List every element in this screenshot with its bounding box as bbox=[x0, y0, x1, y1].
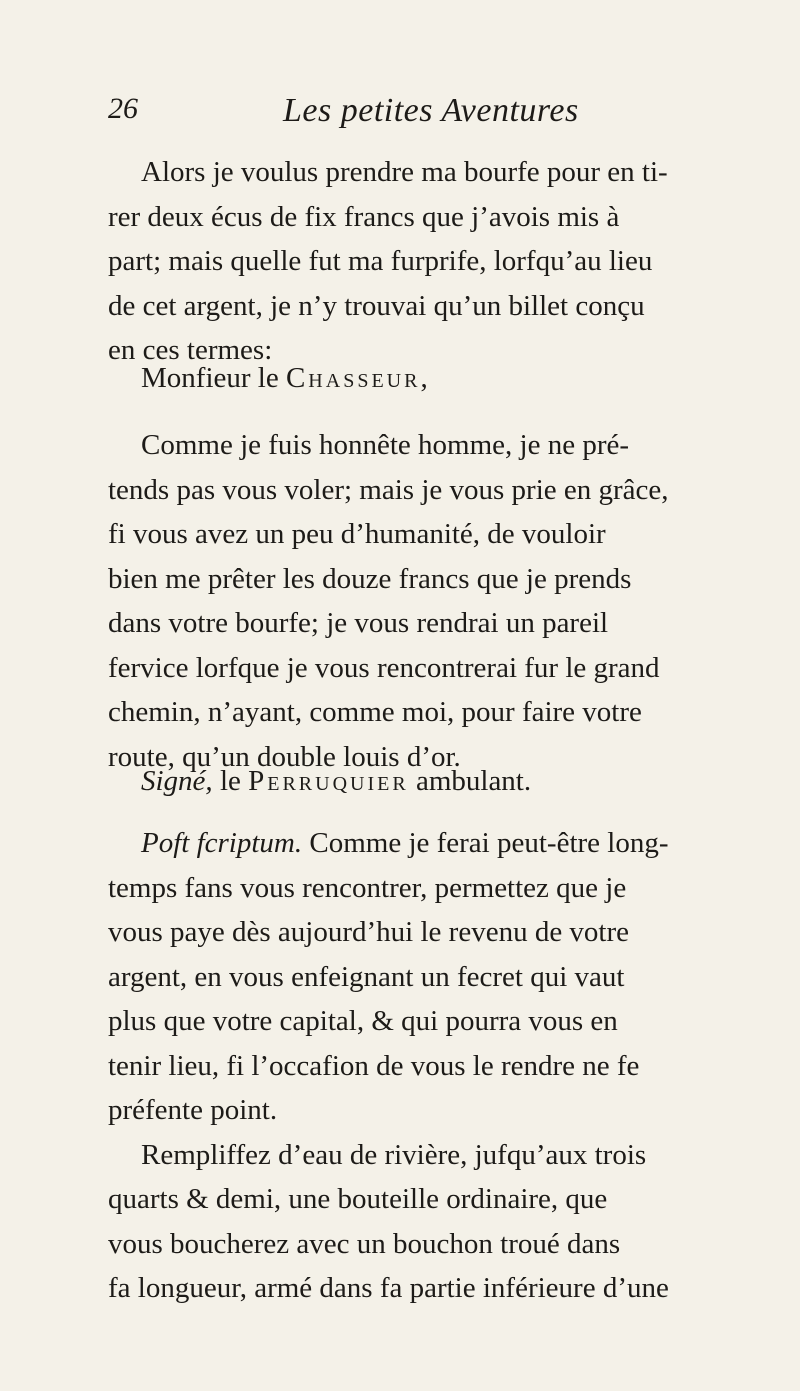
postscript-label: Poft fcriptum. bbox=[141, 827, 303, 859]
paragraph-1 bbox=[108, 150, 748, 373]
postscript-first-line: Comme je ferai peut-être long- bbox=[302, 827, 669, 859]
salutation-name: Chasseur, bbox=[285, 362, 431, 394]
page-header bbox=[108, 92, 728, 132]
text-line: fervice lorfque je vous rencontrerai fur le grand bbox=[108, 651, 660, 684]
text-line: quarts & demi, une bouteille ordinaire, que bbox=[108, 1183, 608, 1215]
signature-article: le bbox=[212, 765, 249, 797]
signature-suffix: ambulant. bbox=[408, 765, 532, 797]
running-title: Les petites Aventures bbox=[283, 92, 579, 129]
text-line: tends pas vous voler; mais je vous prie en grâce, bbox=[108, 473, 669, 506]
signature-line bbox=[108, 759, 748, 804]
text-line: préfente point. bbox=[108, 1094, 278, 1126]
signature-name: Perruquier bbox=[248, 765, 409, 797]
text-line: chemin, n’ayant, comme moi, pour faire votre bbox=[108, 696, 642, 728]
text-line: vous paye dès aujourd’hui le revenu de votre bbox=[108, 916, 630, 948]
text-line: fa longueur, armé dans fa partie inférieure d’une bbox=[108, 1272, 669, 1304]
text-line: part; mais quelle fut ma furprife, lorfqu’au lieu bbox=[108, 245, 653, 277]
text-line: en ces termes: bbox=[108, 334, 273, 366]
letter-signature bbox=[108, 759, 748, 804]
signed-label: Signé, bbox=[141, 765, 213, 797]
text-line: route, qu’un double louis d’or. bbox=[108, 740, 461, 773]
salutation-line bbox=[108, 356, 748, 401]
text-line: plus que votre capital, & qui pourra vous en bbox=[108, 1005, 618, 1037]
text-line: temps fans vous rencontrer, permettez que je bbox=[108, 871, 627, 904]
text-line: argent, en vous enfeignant un fecret qui vaut bbox=[108, 960, 625, 993]
text-line: fi vous avez un peu d’humanité, de vouloir bbox=[108, 518, 606, 550]
text-line: de cet argent, je n’y trouvai qu’un billet conçu bbox=[108, 289, 645, 322]
paragraph-3 bbox=[108, 821, 748, 1311]
text-line: Rempliffez d’eau de rivière, jufqu’aux trois bbox=[141, 1138, 647, 1171]
paragraph-2 bbox=[108, 423, 748, 779]
text-line bbox=[108, 821, 748, 866]
text-line: Comme je fuis honnête homme, je ne pré- bbox=[141, 429, 630, 461]
text-line: Alors je voulus prendre ma bourfe pour en ti- bbox=[141, 156, 668, 188]
text-line: tenir lieu, fi l’occafion de vous le rendre ne fe bbox=[108, 1049, 640, 1082]
text-line: bien me prêter les douze francs que je prends bbox=[108, 562, 632, 595]
text-line: vous boucherez avec un bouchon troué dans bbox=[108, 1227, 621, 1260]
letter-salutation bbox=[108, 356, 748, 401]
text-line: dans votre bourfe; je vous rendrai un pareil bbox=[108, 607, 609, 639]
page-number: 26 bbox=[108, 92, 138, 125]
text-line: rer deux écus de fix francs que j’avois mis à bbox=[108, 200, 620, 233]
salutation-prefix: Monfieur le bbox=[141, 362, 286, 394]
